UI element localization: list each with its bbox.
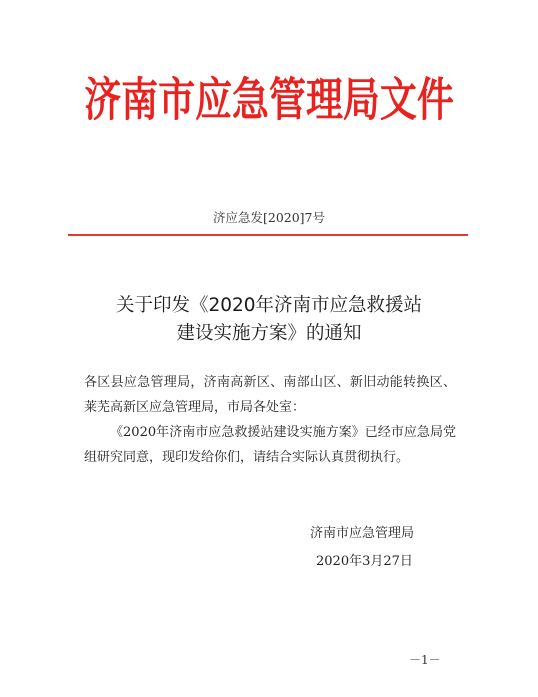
document-number: 济应急发[2020]7号 xyxy=(212,210,326,225)
red-divider-line xyxy=(68,234,468,236)
notice-paragraph: 《2020年济南市应急救援站建设实施方案》已经市应急局党组研究同意，现印发给你们，请结合实际认真贯彻执行。 xyxy=(84,425,456,465)
page-number: －1－ xyxy=(409,653,441,667)
issuer-name: 济南市应急管理局 xyxy=(310,526,415,541)
addressees-paragraph: 各区县应急管理局，济南高新区、南部山区、新旧动能转换区、莱芜高新区应急管理局，市局各处室： xyxy=(84,375,456,415)
signature-block xyxy=(300,520,440,576)
title-line-2: 建设实施方案》的通知 xyxy=(176,323,362,344)
document-masthead: 济南市应急管理局文件 xyxy=(84,73,454,128)
document-title xyxy=(60,292,478,348)
document-body xyxy=(84,370,456,470)
issue-date: 2020年3月27日 xyxy=(316,554,413,569)
title-line-1: 关于印发《2020年济南市应急救援站 xyxy=(115,295,423,316)
